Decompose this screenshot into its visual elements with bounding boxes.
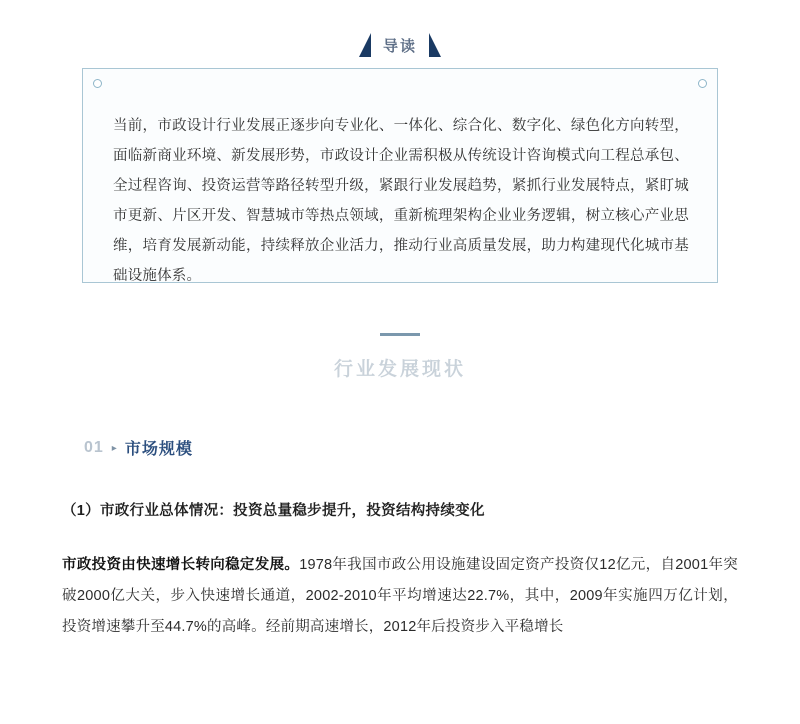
quote-mark-left-icon: [359, 33, 371, 57]
subsection-number: 01: [84, 438, 104, 456]
paragraph-heading: （1）市政行业总体情况：投资总量稳步提升，投资结构持续变化: [62, 503, 485, 519]
document-page: [0, 22, 800, 724]
quote-mark-right-icon: [429, 33, 441, 57]
section-title: 行业发展现状: [333, 359, 466, 380]
paragraph-rest: 1978年我国市政公用设施建设固定资产投资仅12亿元，自2001年突破2000亿大关，步入快速增长通道，2002-2010年平均增速达22.7%，其中，2009年实施四万亿计划，投资增速攀升至44.7%的高峰。经前期高速增长，2012年后投资步入平稳增长: [62, 557, 738, 635]
corner-dot-top-left-icon: [93, 79, 102, 88]
intro-header: [0, 22, 800, 68]
chevron-right-icon: ▸: [111, 442, 117, 454]
intro-paragraph: 当前，市政设计行业发展正逐步向专业化、一体化、综合化、数字化、绿色化方向转型，面临新商业环境、新发展形势，市政设计企业需积极从传统设计咨询模式向工程总承包、全过程咨询、投资运营等路径转型升级，紧跟行业发展趋势，紧抓行业发展特点，紧盯城市更新、片区开发、智慧城市等热点领域，重新梳理架构企业业务逻辑，树立核心产业思维，培育发展新动能，持续释放企业活力，推动行业高质量发展，助力构建现代化城市基础设施体系。: [113, 118, 689, 284]
corner-dot-top-right-icon: [698, 79, 707, 88]
content-body: [0, 499, 800, 643]
subsection-heading: [0, 436, 800, 459]
paragraph-lead: 市政投资由快速增长转向稳定发展。: [62, 557, 300, 573]
section-heading: [0, 333, 800, 381]
section-divider: [380, 333, 420, 336]
paragraph-text: [62, 550, 738, 643]
intro-title: 导读: [382, 37, 417, 55]
intro-box: [82, 68, 718, 283]
subsection-label: 市场规模: [124, 441, 193, 458]
